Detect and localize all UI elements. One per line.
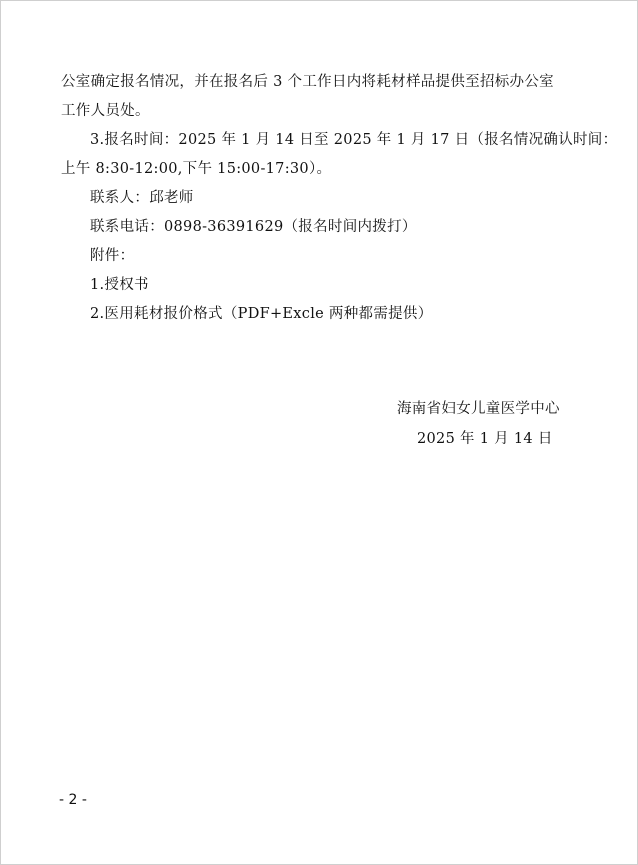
body-line-2: 工作人员处。 xyxy=(61,103,150,119)
page-number: - 2 - xyxy=(59,792,87,808)
contact-person: 联系人：邱老师 xyxy=(90,190,194,206)
signature-organization: 海南省妇女儿童医学中心 xyxy=(397,401,560,417)
body-line-1: 公室确定报名情况，并在报名后 3 个工作日内将耗材样品提供至招标办公室 xyxy=(61,74,554,90)
signature-date: 2025 年 1 月 14 日 xyxy=(417,431,553,447)
attachments-label: 附件： xyxy=(90,248,135,264)
attachment-item-authorization: 1.授权书 xyxy=(90,277,149,293)
registration-time-line: 3.报名时间：2025 年 1 月 14 日至 2025 年 1 月 17 日（报名情况确认时间： xyxy=(90,132,618,148)
contact-phone: 联系电话：0898-36391629（报名时间内拨打） xyxy=(90,219,417,235)
registration-time-line-continued: 上午 8:30-12:00,下午 15:00-17:30）。 xyxy=(61,161,332,177)
attachment-item-quotation-format: 2.医用耗材报价格式（PDF+Excle 两种都需提供） xyxy=(90,306,433,322)
